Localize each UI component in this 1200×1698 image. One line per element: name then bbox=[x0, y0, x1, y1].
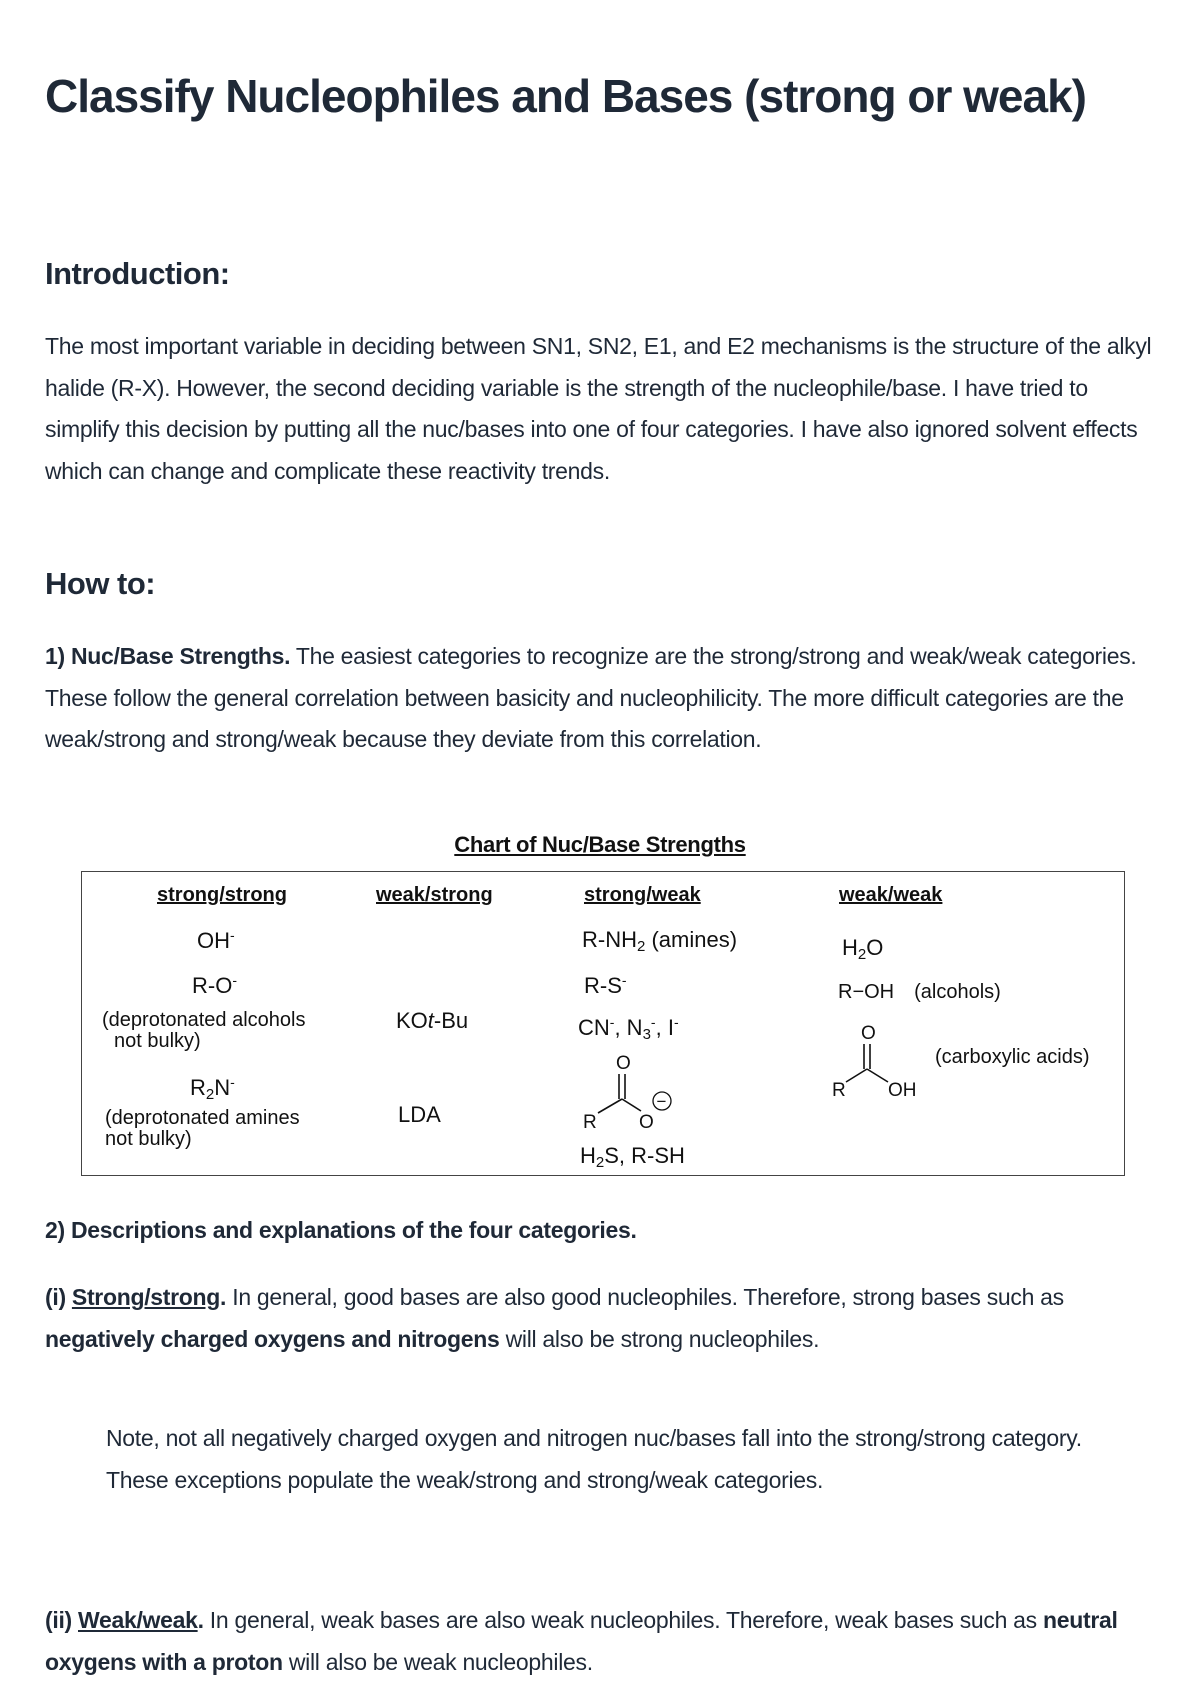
carboxylic-acid-structure bbox=[826, 1023, 936, 1103]
cyanide-azide-iodide: CN-, $N_3^-$, I- bbox=[578, 1014, 679, 1043]
acid-r: R bbox=[832, 1080, 846, 1101]
acid-o-top: O bbox=[861, 1023, 876, 1044]
intro-paragraph: The most important variable in deciding between SN1, SN2, E1, and E2 mechanisms is the structure of the alkyl halide (R-X). However, the second deciding variable is the strength of the nucleophile/base. I have tried to simplify this decision by putting all the nuc/bases into one of four categories. I have also ignored solvent effects which can change and complicate these reactivity trends. bbox=[45, 333, 1152, 484]
chart-title: Chart of Nuc/Base Strengths bbox=[454, 832, 746, 857]
hydroxide: OH- bbox=[197, 927, 235, 953]
step1-label: 1) Nuc/Base Strengths. bbox=[45, 643, 291, 669]
alkoxide: R-O- bbox=[192, 972, 237, 998]
weak-weak-description: (ii) Weak/weak. In general, weak bases are also weak nucleophiles. Therefore, weak bases such as neutral oxygens with a proton will also be weak nucleophiles. bbox=[45, 1607, 1118, 1675]
column-header-strong-strong: strong/strong bbox=[157, 884, 287, 906]
column-header-weak-strong: weak/strong bbox=[376, 884, 493, 906]
carboxylate-o: O bbox=[639, 1112, 654, 1133]
acid-oh: OH bbox=[888, 1080, 917, 1101]
amines: $R-NH_2$ (amines) bbox=[582, 927, 738, 955]
carboxylate-structure bbox=[575, 1055, 675, 1135]
carboxylate-r: R bbox=[583, 1112, 597, 1133]
step1-text: The easiest categories to recognize are the strong/strong and weak/weak categories. These follow the general correlation between basicity and nucleophilicity. The more difficult categories are the weak/strong and strong/weak because they deviate from this correlation. bbox=[45, 643, 1137, 752]
amide-note: (deprotonated amines not bulky) bbox=[105, 1107, 300, 1150]
alcohol: R−OH (alcohols) bbox=[838, 981, 1001, 1003]
alkoxide-note: (deprotonated alcohols not bulky) bbox=[102, 1009, 306, 1052]
section2-heading: 2) Descriptions and explanations of the four categories. bbox=[45, 1217, 637, 1243]
lda: LDA bbox=[398, 1102, 441, 1127]
column-header-weak-weak: weak/weak bbox=[839, 884, 943, 906]
column-header-strong-weak: strong/weak bbox=[584, 884, 701, 906]
weak-weak-label: Weak/weak bbox=[78, 1607, 198, 1633]
step1-paragraph bbox=[45, 636, 1170, 761]
dialkylamide: $R_2N^-$ bbox=[190, 1074, 235, 1103]
thiolate: R-S- bbox=[584, 972, 627, 998]
potassium-tert-butoxide: KOt-Bu bbox=[396, 1008, 469, 1033]
water: $H_2O$ bbox=[842, 935, 884, 963]
howto-heading: How to: bbox=[45, 566, 156, 601]
strong-strong-description: (i) Strong/strong. In general, good bases are also good nucleophiles. Therefore, strong bases such as negatively charged oxygens and nitrogens will also be strong nucleophiles. bbox=[45, 1284, 1064, 1352]
hydrogen-sulfide-thiol: $H_2S$, R-SH bbox=[580, 1143, 685, 1171]
intro-heading: Introduction: bbox=[45, 256, 230, 291]
page-title: Classify Nucleophiles and Bases (strong or weak) bbox=[45, 70, 1086, 122]
note-paragraph: Note, not all negatively charged oxygen and nitrogen nuc/bases fall into the strong/strong category. These exceptions populate the weak/strong and strong/weak categories. bbox=[106, 1425, 1082, 1493]
strong-strong-label: Strong/strong bbox=[71, 1284, 221, 1310]
carboxylate-charge: − bbox=[656, 1092, 667, 1111]
carboxylate-o-top: O bbox=[616, 1055, 631, 1074]
carboxylic-acid-note: (carboxylic acids) bbox=[935, 1046, 1090, 1068]
